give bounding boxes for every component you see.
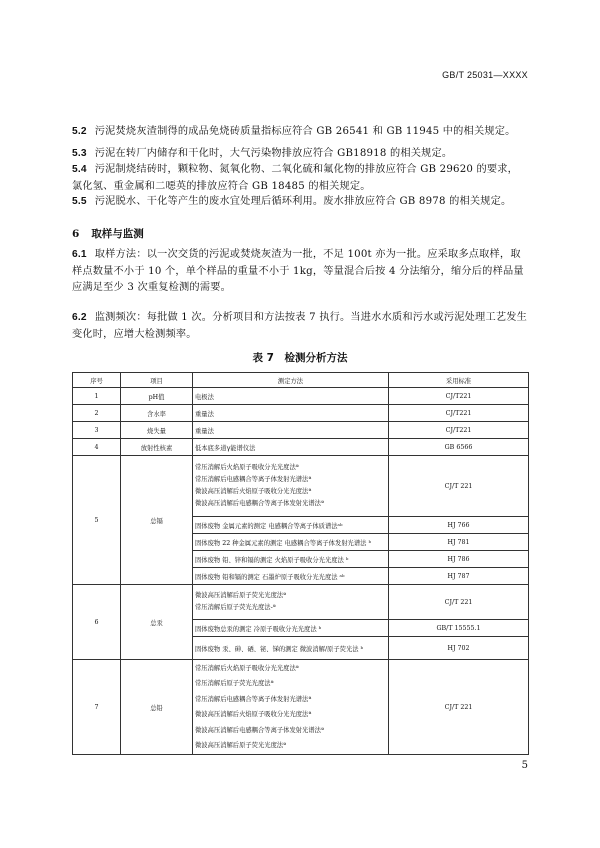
row-standard: HJ 786	[389, 551, 529, 568]
row-no: 1	[73, 388, 121, 405]
table-header-row	[73, 373, 529, 388]
analysis-methods-table	[72, 372, 529, 755]
row-standard: CJ/T 221	[389, 585, 529, 620]
row-method: 固体废物 金属元素的测定 电感耦合等离子体质谱法ᵃᵇ	[193, 517, 389, 534]
table-row	[73, 660, 529, 755]
row-method: 固体废物 汞、砷、硒、铋、锑的测定 微波消解/原子荧光法 ᵇ	[193, 637, 389, 660]
row-item: 含水率	[121, 405, 193, 422]
row-standard: CJ/T221	[389, 388, 529, 405]
table-row	[73, 405, 529, 422]
row-no: 4	[73, 439, 121, 456]
clause-text: 污泥制烧结砖时，颗粒物、氮氧化物、二氧化硫和氟化物的排放应符合 GB 29620 的要求，氯化氢、重金属和二噁英的排放应符合 GB 18485 的相关规定。	[72, 164, 519, 192]
method-line: 微波高压消解后原子荧光光度法ª	[195, 591, 287, 599]
row-method: 固体废物 铅和镉的测定 石墨炉原子吸收分光光度法 ᵃᵇ	[193, 568, 389, 585]
table-row	[73, 388, 529, 405]
clause-5-2	[72, 124, 528, 141]
row-method: 重量法	[193, 422, 389, 439]
standard-number-header: GB/T 25031—XXXX	[442, 70, 528, 80]
clause-5-4	[72, 162, 528, 195]
row-standard: GB/T 15555.1	[389, 620, 529, 637]
method-line: 常压消解后电感耦合等离子体发射光谱法ª	[195, 475, 312, 483]
method-line: 常压消解后电感耦合等离子体发射光谱法ª	[195, 695, 312, 703]
row-standard: HJ 787	[389, 568, 529, 585]
row-method: 固体废物 22 种金属元素的测定 电感耦合等离子体发射光谱法 ᵇ	[193, 534, 389, 551]
method-line: 微波高压消解后原子荧光光度法ª	[195, 742, 287, 749]
section-number: 6	[72, 228, 80, 240]
method-line: 微波高压消解后火焰原子吸收分光光度法ª	[195, 488, 312, 495]
clause-5-3	[72, 146, 528, 163]
method-line: 常压消解后原子荧光光度法ª	[195, 680, 274, 687]
header-item: 项目	[121, 373, 193, 388]
section-6-heading	[72, 226, 144, 241]
clause-text: 污泥在转厂内储存和干化时，大气污染物排放应符合 GB18918 的相关规定。	[94, 148, 453, 159]
page-number: 5	[521, 760, 528, 771]
table-row	[73, 585, 529, 620]
row-item: pH值	[121, 388, 193, 405]
method-line: 常压消解后原子荧光光度法-ª	[195, 604, 276, 611]
table-title: 表 7 检测分析方法	[252, 352, 348, 364]
clause-6-2	[72, 310, 528, 343]
row-standard: CJ/T 221	[389, 456, 529, 517]
table-row	[73, 456, 529, 517]
header-standard: 采用标准	[389, 373, 529, 388]
clause-number: 6.1	[72, 249, 87, 260]
method-line: 微波高压消解后火焰原子吸收分光光度法ª	[195, 711, 312, 718]
clause-text: 监测频次：每批做 1 次。分析项目和方法按表 7 执行。当进水水质和污水或污泥处理工艺发生变化时，应增大检测频率。	[72, 312, 527, 340]
row-standard: HJ 702	[389, 637, 529, 660]
row-no: 3	[73, 422, 121, 439]
row-standard: CJ/T221	[389, 422, 529, 439]
method-line: 常压消解后火焰原子吸收分光光度法ª	[195, 664, 299, 672]
clause-6-1	[72, 247, 528, 297]
section-title: 取样与监测	[91, 228, 144, 240]
row-method-group	[193, 456, 389, 517]
row-item: 总铅	[121, 660, 193, 755]
row-standard: HJ 781	[389, 534, 529, 551]
row-standard: CJ/T221	[389, 405, 529, 422]
row-method: 电极法	[193, 388, 389, 405]
clause-5-5	[72, 194, 528, 211]
row-no: 2	[73, 405, 121, 422]
row-standard: GB 6566	[389, 439, 529, 456]
clause-text: 取样方法：以一次交货的污泥或焚烧灰渣为一批，不足 100t 亦为一批。应采取多点取样，取样点数量不小于 10 个，单个样品的重量不小于 1kg，等量混合后按 4 分法缩分，缩分后的样品量应满足至少 3 次重复检测的需要。	[72, 249, 524, 293]
clause-text: 污泥脱水、干化等产生的废水宜处理后循环利用。废水排放应符合 GB 8978 的相关规定。	[94, 196, 512, 207]
row-method-group	[193, 585, 389, 620]
row-method: 固体废物 铅、锌和镉的测定 火焰原子吸收分光光度法 ᵇ	[193, 551, 389, 568]
row-no: 5	[73, 456, 121, 585]
clause-text: 污泥焚烧灰渣制得的成品免烧砖质量指标应符合 GB 26541 和 GB 11945 中的相关规定。	[94, 126, 516, 137]
table-row	[73, 439, 529, 456]
row-method: 低本底多道γ能谱仪法	[193, 439, 389, 456]
row-standard: CJ/T 221	[389, 660, 529, 755]
method-line: 常压消解后火焰原子吸收分光光度法ª	[195, 463, 299, 471]
table-row	[73, 422, 529, 439]
row-no: 7	[73, 660, 121, 755]
row-method: 重量法	[193, 405, 389, 422]
clause-number: 5.3	[72, 148, 87, 159]
row-item: 放射性核素	[121, 439, 193, 456]
row-item: 烧失量	[121, 422, 193, 439]
method-line: 微波高压消解后电感耦合等离子体发射光谱法ª	[195, 500, 324, 508]
clause-number: 5.5	[72, 196, 87, 207]
header-no: 序号	[73, 373, 121, 388]
header-method: 测定方法	[193, 373, 389, 388]
clause-number: 5.2	[72, 126, 87, 137]
clause-number: 5.4	[72, 164, 87, 175]
row-method-group	[193, 660, 389, 755]
row-item: 总镉	[121, 456, 193, 585]
clause-number: 6.2	[72, 312, 87, 323]
row-standard: HJ 766	[389, 517, 529, 534]
row-no: 6	[73, 585, 121, 660]
method-line: 微波高压消解后电感耦合等离子体发射光谱法ª	[195, 726, 324, 734]
row-item: 总汞	[121, 585, 193, 660]
row-method: 固体废物总汞的测定 冷原子吸收分光光度法 ᵇ	[193, 620, 389, 637]
